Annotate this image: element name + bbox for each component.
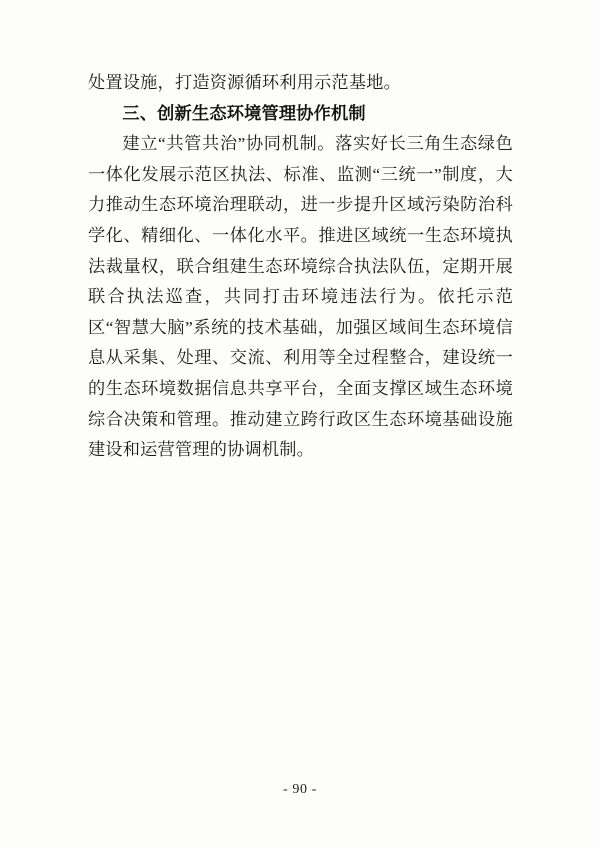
paragraph-continued: 处置设施，打造资源循环利用示范基地。 xyxy=(88,73,401,92)
page-content xyxy=(88,68,513,466)
section-heading: 三、创新生态环境管理协作机制 xyxy=(122,103,366,123)
body-paragraph: 建立“共管共治”协同机制。落实好长三角生态绿色一体化发展示范区执法、标准、监测“三统一”制度，大力推动生态环境治理联动，进一步提升区域污染防治科学化、精细化、一体化水平。推进区域统一生态环境执法裁量权，联合组建生态环境综合执法队伍，定期开展联合执法巡查，共同打击环境违法行为。依托示范区“智慧大脑”系统的技术基础，加强区域间生态环境信息从采集、处理、交流、利用等全过程整合，建设统一的生态环境数据信息共享平台，全面支撑区域生态环境综合决策和管理。推动建立跨行政区生态环境基础设施建设和运营管理的协调机制。 xyxy=(88,134,513,460)
page-number: - 90 - xyxy=(283,782,317,797)
